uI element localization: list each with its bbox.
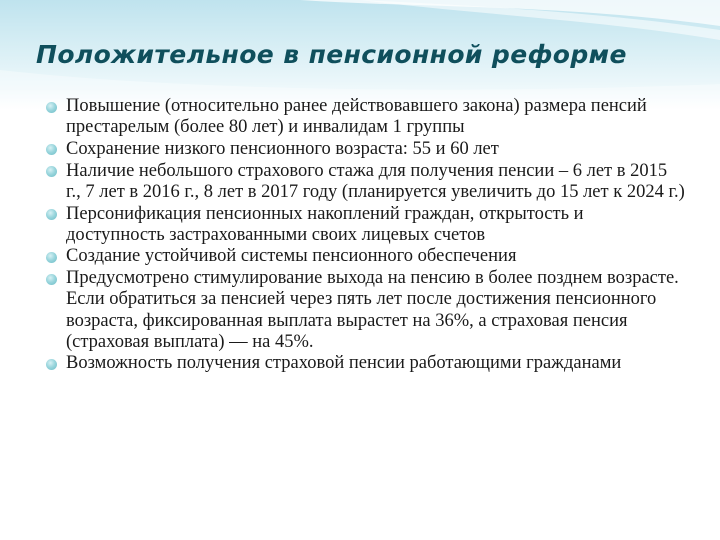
bullet-text: Сохранение низкого пенсионного возраста: 55 и 60 лет [66, 138, 499, 159]
bullet-text: Персонификация пенсионных накоплений граждан, открытость и доступность застрахованными своих лицевых счетов [66, 203, 584, 245]
slide-title: Положительное в пенсионной реформе [36, 40, 627, 69]
bullet-item [46, 161, 686, 203]
bullet-dot-icon [46, 209, 57, 220]
bullet-dot-icon [46, 102, 57, 113]
bullet-dot-icon [46, 274, 57, 285]
bullet-item [46, 268, 686, 353]
bullet-text: Возможность получения страховой пенсии работающими гражданами [66, 353, 622, 374]
bullet-list [46, 96, 686, 375]
bullet-text: Предусмотрено стимулирование выхода на пенсию в более позднем возрасте. Если обратиться за пенсией через пять лет после достижения пенсионного возраста, фиксированная выплата вырастет на 36%, а страховая пенсия (страховая выплата) — на 45%. [66, 268, 679, 352]
bullet-text: Повышение (относительно ранее действовавшего закона) размера пенсий престарелым (более 80 лет) и инвалидам 1 группы [66, 96, 647, 138]
bullet-text: Создание устойчивой системы пенсионного обеспечения [66, 246, 517, 267]
bullet-text: Наличие небольшого страхового стажа для получения пенсии – 6 лет в 2015 г., 7 лет в 2016 г., 8 лет в 2017 году (планируется увеличить до 15 лет к 2024 г.) [66, 160, 685, 202]
bullet-dot-icon [46, 144, 57, 155]
bullet-dot-icon [46, 166, 57, 177]
bullet-item [46, 139, 686, 160]
bullet-item [46, 353, 686, 374]
bullet-item [46, 96, 686, 138]
bullet-dot-icon [46, 359, 57, 370]
bullet-dot-icon [46, 252, 57, 263]
bullet-item [46, 246, 686, 267]
bullet-item [46, 204, 686, 246]
